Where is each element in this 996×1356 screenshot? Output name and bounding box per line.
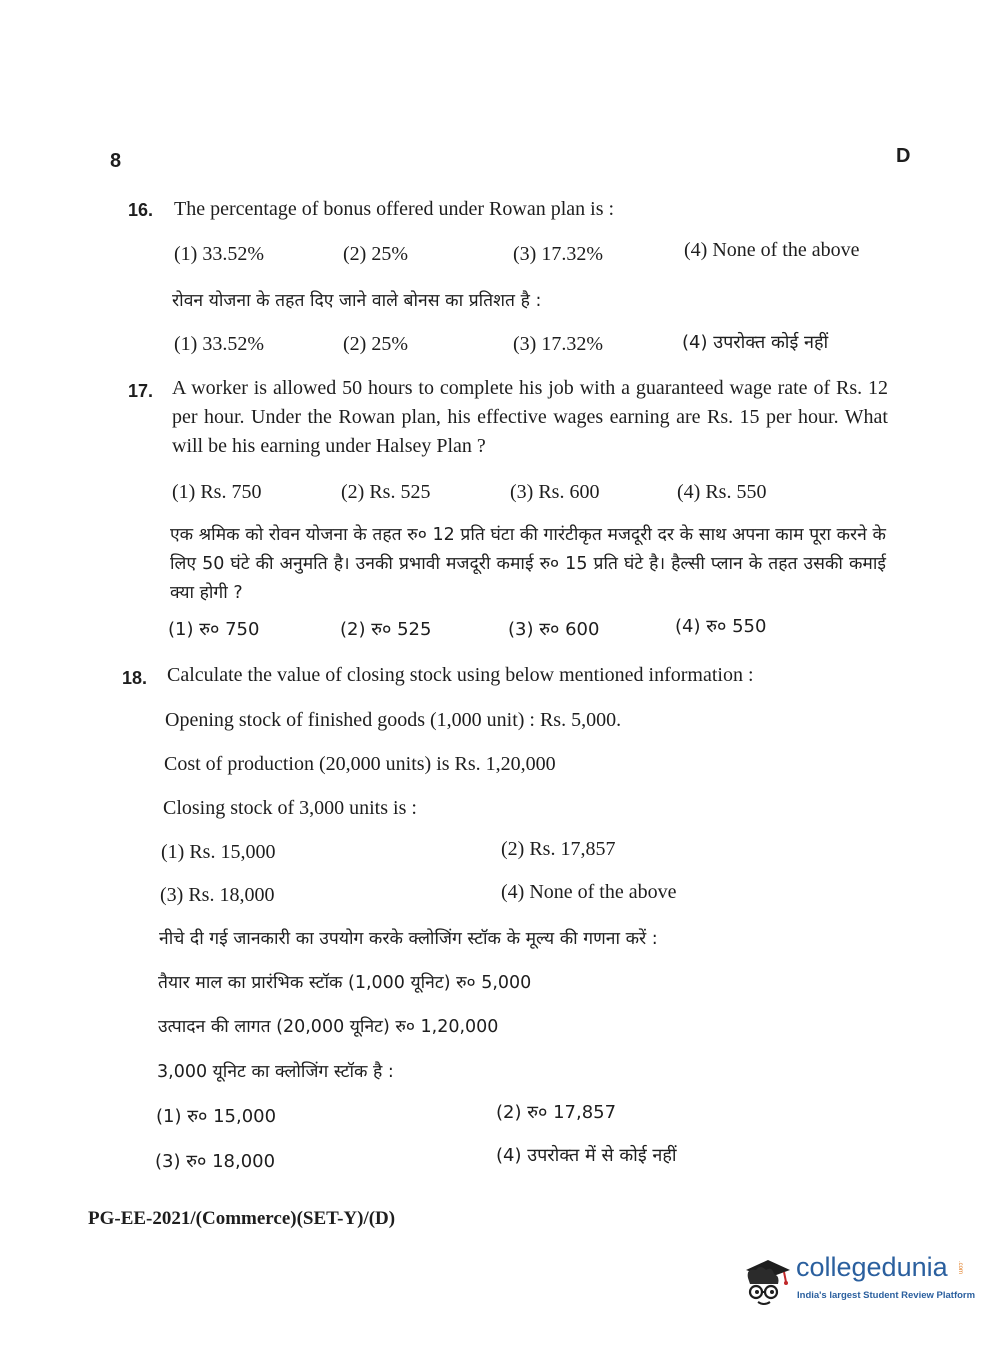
question-17-text-en: A worker is allowed 50 hours to complete his job with a guaranteed wage rate of Rs. 12 per hour. Under the Rowan plan, his effective wages earning are Rs. 15 per hour. What will be his earning under Halsey Plan ? xyxy=(172,377,888,457)
q18-info-1-hi: तैयार माल का प्रारंभिक स्टॉक (1,000 यूनिट) रु० 5,000 xyxy=(158,973,532,993)
q18-option-2-en: (2) Rs. 17,857 xyxy=(501,838,616,860)
question-16-text-en: The percentage of bonus offered under Rowan plan is : xyxy=(174,198,615,220)
q18-option-3-en: (3) Rs. 18,000 xyxy=(160,884,275,906)
q18-option-2-hi: (2) रु० 17,857 xyxy=(496,1102,617,1123)
q18-info-2-hi: उत्पादन की लागत (20,000 यूनिट) रु० 1,20,000 xyxy=(158,1017,499,1037)
q16-option-1-hi: (1) 33.52% xyxy=(174,333,264,355)
question-17-number: 17. xyxy=(128,381,154,401)
question-16-number: 16. xyxy=(128,200,154,220)
mascot-icon xyxy=(738,1248,794,1312)
question-18-number: 18. xyxy=(122,668,148,688)
q16-option-4-en: (4) None of the above xyxy=(684,239,860,261)
q17-option-2-en: (2) Rs. 525 xyxy=(341,481,431,503)
q18-option-4-hi: (4) उपरोक्त में से कोई नहीं xyxy=(496,1145,677,1166)
collegedunia-watermark xyxy=(738,1248,976,1312)
brand-suffix: .com xyxy=(957,1261,963,1275)
q16-option-2-en: (2) 25% xyxy=(343,243,408,265)
question-17-text-hi: एक श्रमिक को रोवन योजना के तहत रु० 12 प्रति घंटा की गारंटीकृत मजदूरी दर के साथ अपना काम पूरा करने के लिए 50 घंटे की अनुमति है। उनकी प्रभावी मजदूरी कमाई रु० 15 प्रति घंटे है। हैल्सी प्लान के तहत उसकी कमाई क्या होगी ? xyxy=(170,525,886,603)
q18-info-1-en: Opening stock of finished goods (1,000 unit) : Rs. 5,000. xyxy=(165,709,622,731)
q18-option-1-en: (1) Rs. 15,000 xyxy=(161,841,276,863)
q17-option-4-en: (4) Rs. 550 xyxy=(677,481,767,503)
q18-option-3-hi: (3) रु० 18,000 xyxy=(155,1151,276,1172)
q17-option-3-en: (3) Rs. 600 xyxy=(510,481,600,503)
q16-option-4-hi: (4) उपरोक्त कोई नहीं xyxy=(682,332,829,353)
q18-option-1-hi: (1) रु० 15,000 xyxy=(156,1106,277,1127)
q17-option-4-hi: (4) रु० 550 xyxy=(675,616,767,637)
q16-option-1-en: (1) 33.52% xyxy=(174,243,264,265)
set-letter: D xyxy=(896,145,911,167)
question-18-text-en: Calculate the value of closing stock using below mentioned information : xyxy=(167,664,754,686)
q18-info-3-hi: 3,000 यूनिट का क्लोजिंग स्टॉक है : xyxy=(157,1062,394,1082)
q17-option-2-hi: (2) रु० 525 xyxy=(340,619,432,640)
question-18-text-hi: नीचे दी गई जानकारी का उपयोग करके क्लोजिंग स्टॉक के मूल्य की गणना करें : xyxy=(159,929,658,949)
brand-tagline: India's largest Student Review Platform xyxy=(797,1290,976,1301)
q18-info-2-en: Cost of production (20,000 units) is Rs. 1,20,000 xyxy=(164,753,556,775)
brand-name: collegedunia xyxy=(796,1252,948,1282)
question-16-text-hi: रोवन योजना के तहत दिए जाने वाले बोनस का प्रतिशत है : xyxy=(172,291,542,311)
q16-option-3-en: (3) 17.32% xyxy=(513,243,603,265)
q17-option-1-hi: (1) रु० 750 xyxy=(168,619,260,640)
q17-option-3-hi: (3) रु० 600 xyxy=(508,619,600,640)
q16-option-2-hi: (2) 25% xyxy=(343,333,408,355)
q18-info-3-en: Closing stock of 3,000 units is : xyxy=(163,797,417,819)
paper-code: PG-EE-2021/(Commerce)(SET-Y)/(D) xyxy=(88,1208,396,1229)
page-number: 8 xyxy=(110,150,122,172)
q16-option-3-hi: (3) 17.32% xyxy=(513,333,603,355)
q18-option-4-en: (4) None of the above xyxy=(501,881,677,903)
q17-option-1-en: (1) Rs. 750 xyxy=(172,481,262,503)
